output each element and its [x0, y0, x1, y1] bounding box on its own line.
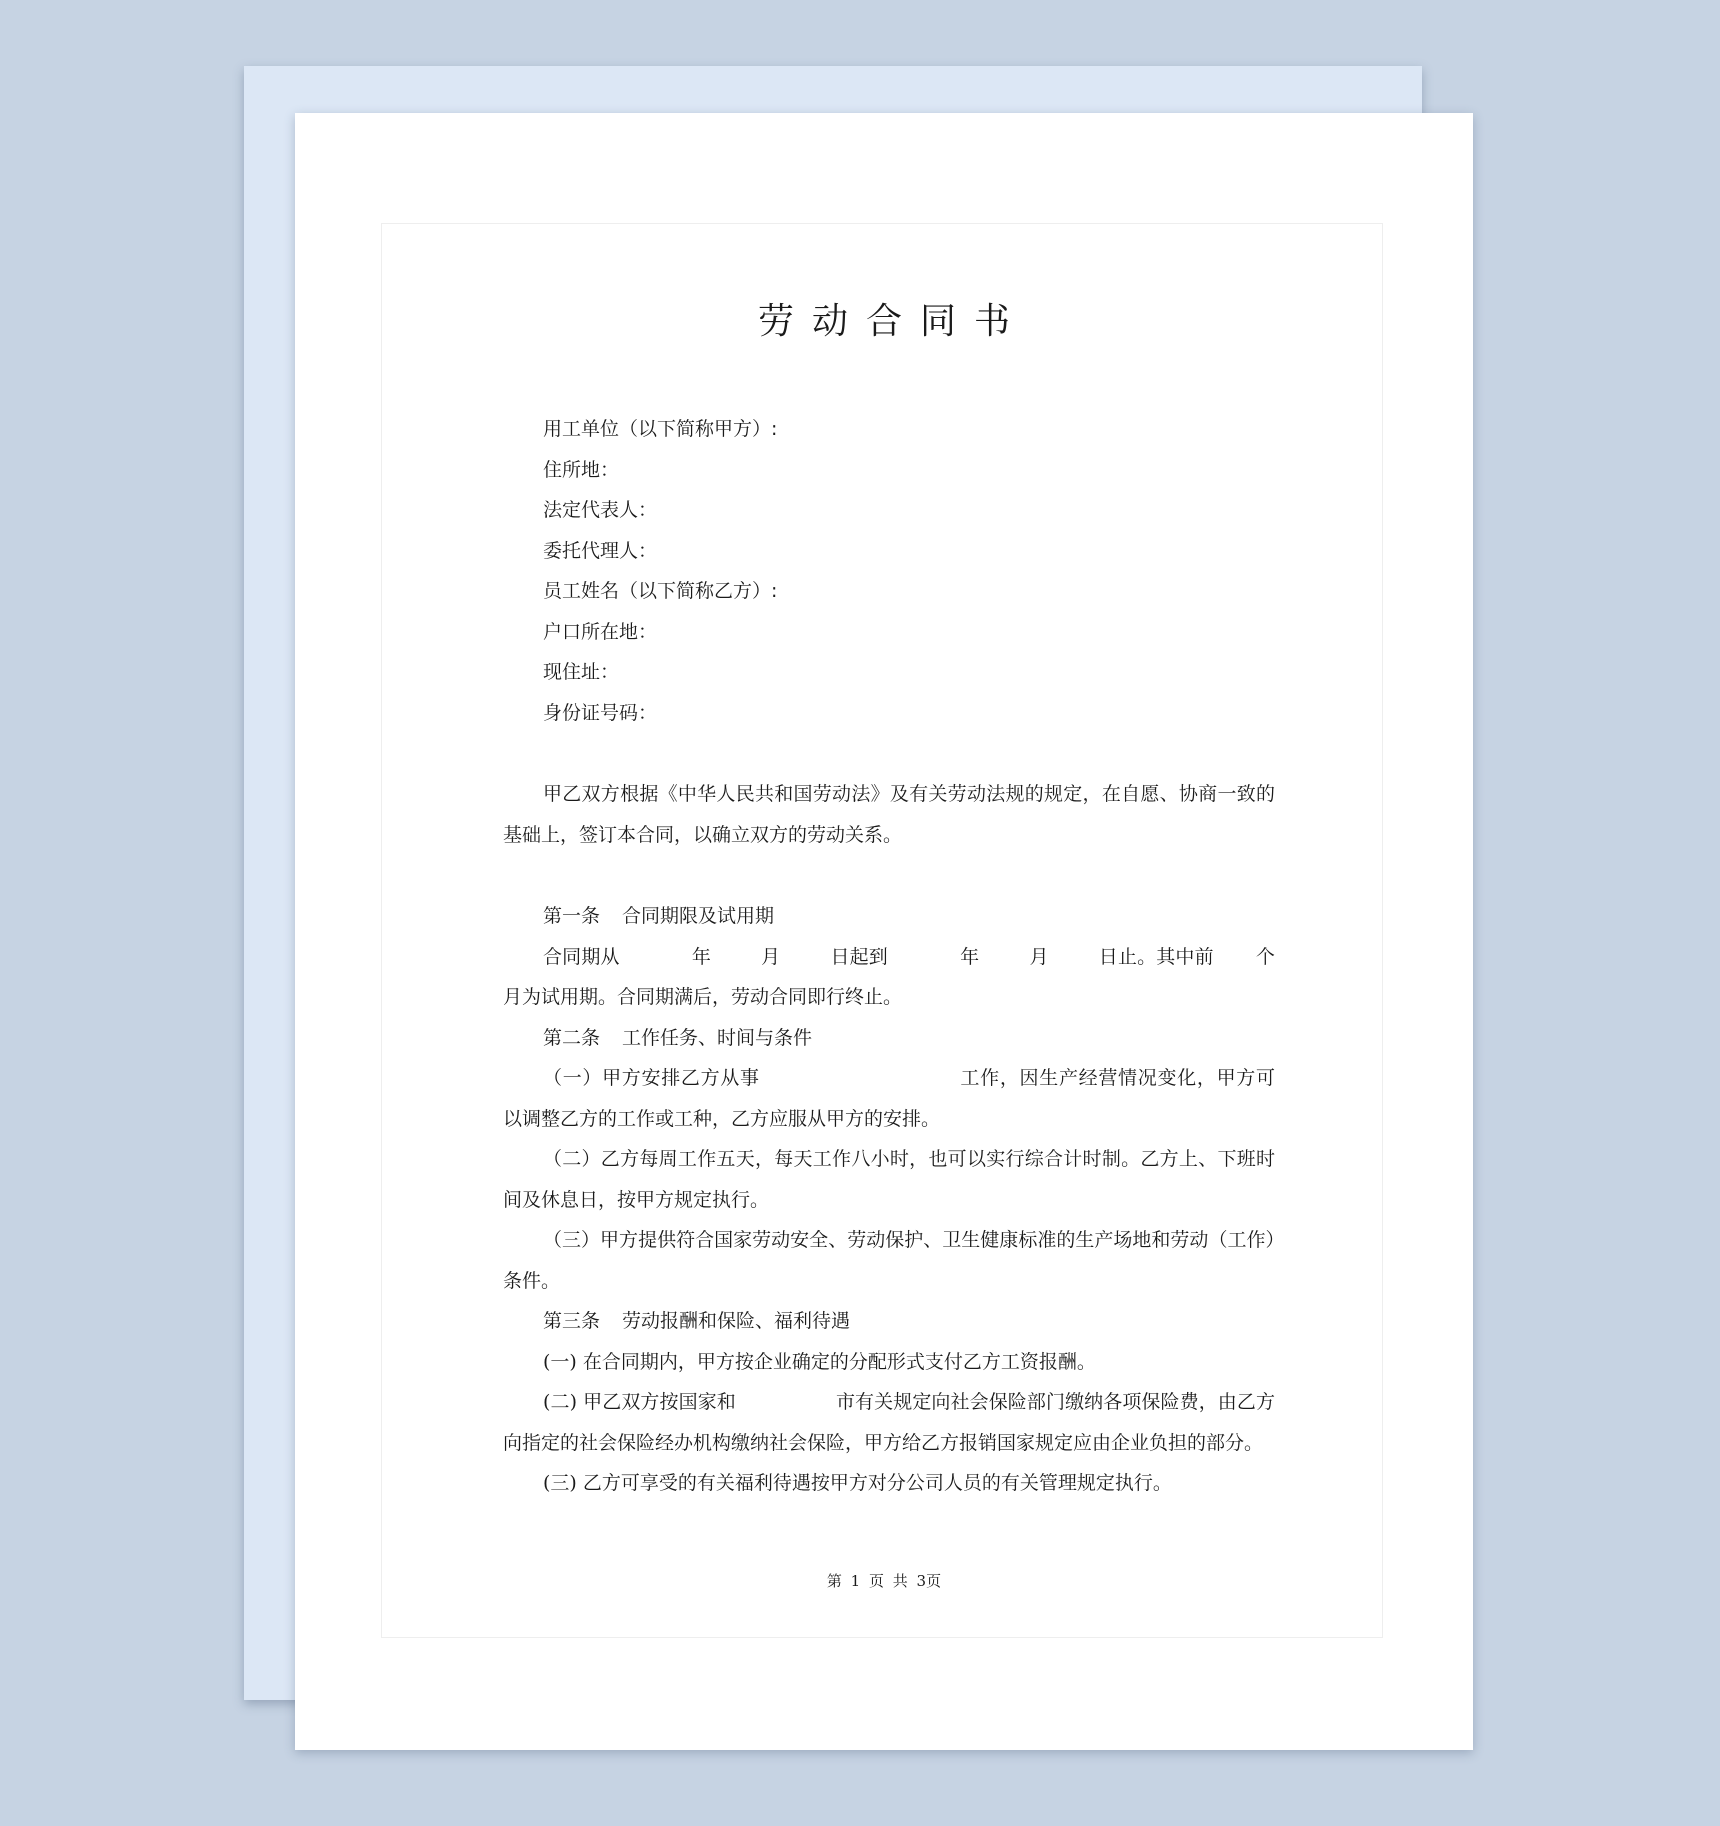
article-1-paragraph	[503, 937, 1275, 1018]
document-title: 劳动合同书	[757, 301, 1028, 342]
article-3-paragraph-2	[503, 1382, 1275, 1463]
article-3-title: 劳动报酬和保险、福利待遇	[622, 1310, 851, 1332]
text-segment: 合同期从	[543, 945, 620, 968]
info-legal-rep: 法定代表人：	[543, 499, 658, 521]
document-body	[503, 409, 1275, 1504]
intro-paragraph: 甲乙双方根据《中华人民共和国劳动法》及有关劳动法规的规定，在自愿、协商一致的基础上，签订本合同，以确立双方的劳动关系。	[503, 783, 1275, 846]
article-3-heading	[503, 1301, 1275, 1342]
document-page	[295, 113, 1473, 1750]
text-segment: （一）甲方安排乙方从事	[543, 1067, 760, 1089]
text-segment: 工作，因生产经营情况变化，甲方可以调整乙方的工作或工种，乙方应服从甲方的安排。	[503, 1067, 1275, 1130]
info-current-address: 现住址：	[543, 661, 620, 683]
party-info-list	[503, 409, 1275, 733]
article-2-title: 工作任务、时间与条件	[622, 1026, 813, 1049]
article-2-heading	[503, 1018, 1275, 1059]
article-1-heading	[503, 896, 1275, 937]
info-id-number: 身份证号码：	[543, 701, 658, 724]
text-segment: 个月为试用期。合同期满后，劳动合同即行终止。	[503, 945, 1275, 1008]
text-segment: 月	[760, 945, 781, 968]
article-2-paragraph-1	[503, 1058, 1275, 1139]
article-2-paragraph-3: （三）甲方提供符合国家劳动安全、劳动保护、卫生健康标准的生产场地和劳动（工作）条件。	[503, 1229, 1275, 1292]
text-segment: 日起到	[830, 945, 888, 968]
text-segment: 月	[1029, 945, 1049, 968]
info-employer: 用工单位（以下简称甲方）:	[543, 418, 778, 440]
spacer	[503, 855, 1275, 896]
text-segment: (二) 甲乙双方按国家和	[543, 1391, 736, 1413]
article-3-paragraph-3: (三) 乙方可享受的有关福利待遇按甲方对分公司人员的有关管理规定执行。	[543, 1472, 1172, 1494]
article-3-paragraph-1: (一) 在合同期内，甲方按企业确定的分配形式支付乙方工资报酬。	[543, 1350, 1096, 1373]
text-segment: 年	[959, 945, 980, 968]
info-address: 住所地：	[543, 458, 620, 481]
article-2-number: 第二条	[543, 1026, 601, 1049]
article-1-title: 合同期限及试用期	[622, 905, 775, 927]
info-employee-name: 员工姓名（以下简称乙方）:	[543, 580, 778, 602]
page-number-footer: 第 1 页 共 3页	[826, 1572, 942, 1590]
text-segment: 日止。其中前	[1098, 945, 1214, 968]
article-3-number: 第三条	[543, 1310, 601, 1332]
info-hukou: 户口所在地：	[543, 620, 658, 643]
text-segment: 市有关规定向社会保险部门缴纳各项保险费，由乙方向指定的社会保险经办机构缴纳社会保险，甲方给乙方报销国家规定应由企业负担的部分。	[503, 1391, 1275, 1454]
spacer	[503, 733, 1275, 774]
article-2-paragraph-2: （二）乙方每周工作五天，每天工作八小时，也可以实行综合计时制。乙方上、下班时间及休息日，按甲方规定执行。	[503, 1148, 1275, 1211]
article-1-number: 第一条	[543, 905, 601, 927]
info-agent: 委托代理人：	[543, 539, 658, 562]
text-segment: 年	[691, 945, 711, 968]
